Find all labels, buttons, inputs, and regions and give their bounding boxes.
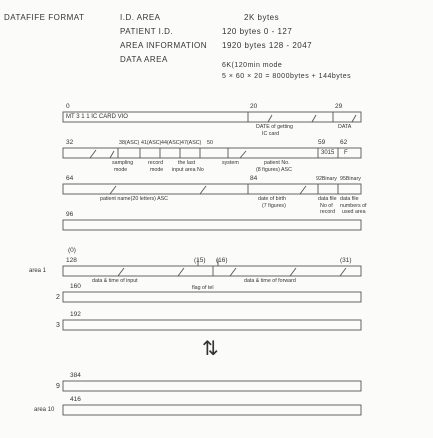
offset-label: 41(ASC) — [141, 140, 162, 146]
equivalence-icon: ⇅ — [202, 336, 219, 360]
header-row-label: PATIENT I.D. — [120, 27, 174, 36]
offset-label: 38(ASC) — [119, 140, 140, 146]
area-index-label: (31) — [340, 257, 352, 264]
field-label: used area — [342, 209, 366, 215]
offset-label: 84 — [250, 175, 258, 182]
header-row-value: 120 bytes 0 - 127 — [222, 27, 293, 36]
field-label: data & time of input — [92, 278, 138, 284]
page-title: DATAFIFE FORMAT — [4, 13, 85, 22]
field-label: flag of tel — [192, 285, 214, 291]
id-block-2 — [63, 148, 361, 158]
offset-label: 50 — [207, 140, 213, 146]
header-row-label: I.D. AREA — [120, 13, 161, 22]
data-area-mode: 6K(120min mode — [222, 62, 283, 69]
header-row-value: 2K bytes — [244, 13, 280, 22]
id-block-1-content: MT 3 1 1 IC CARD VIO — [66, 114, 128, 120]
area-index-label: (15) — [194, 257, 206, 264]
offset-label: 192 — [70, 311, 81, 318]
field-label: data file — [340, 196, 359, 202]
field-label: sampling — [112, 160, 134, 166]
offset-label: 29 — [335, 103, 343, 110]
offset-label: 96 — [66, 211, 74, 218]
area-index-label: (0) — [68, 247, 76, 254]
field-label: numbers of — [340, 203, 367, 209]
offset-label: 47(ASC) — [181, 140, 202, 146]
field-label: data & time of forward — [244, 278, 296, 284]
field-label: mode — [150, 167, 164, 173]
offset-label: 62 — [340, 139, 348, 146]
field-label: data file — [318, 196, 337, 202]
field-label: DATA — [338, 124, 352, 130]
field-label: patient name(20 letters) ASC — [100, 196, 169, 202]
field-label: No of — [320, 203, 333, 209]
offset-label: 384 — [70, 372, 81, 379]
field-label: patient No. — [264, 160, 290, 166]
header-row-value: 1920 bytes 128 - 2047 — [222, 41, 313, 50]
area-3-box — [63, 320, 361, 330]
header-row-label: DATA AREA — [120, 55, 168, 64]
field-label: record — [320, 209, 336, 215]
area-2-box — [63, 292, 361, 302]
field-label: IC card — [262, 131, 280, 137]
id-block-4 — [63, 220, 361, 230]
id-block-2-cell: F — [344, 150, 348, 156]
area-label: area 1 — [29, 268, 47, 274]
field-label: DATE of getting — [256, 124, 293, 130]
offset-label: 32 — [66, 139, 74, 146]
offset-label: 44(ASC) — [161, 140, 182, 146]
area-label: 3 — [56, 322, 60, 329]
field-label: system — [222, 160, 239, 166]
offset-label: 59 — [318, 139, 326, 146]
id-block-3 — [63, 184, 361, 194]
data-area-size: 5 × 60 × 20 = 8000bytes + 144bytes — [222, 73, 352, 80]
id-block-2-cell: 3015 — [321, 150, 335, 156]
offset-label: 160 — [70, 283, 81, 290]
header-row-label: AREA INFORMATION — [120, 41, 207, 50]
field-label: (7 figures) — [262, 203, 286, 209]
offset-label: 92Binary — [316, 176, 337, 182]
field-label: (8 figures) ASC — [256, 167, 292, 173]
area-label: area 10 — [34, 407, 55, 413]
field-label: the last — [178, 160, 196, 166]
area-label: 9 — [56, 383, 60, 390]
field-label: record — [148, 160, 164, 166]
offset-label: 95Binary — [340, 176, 361, 182]
area-label: 2 — [56, 294, 60, 301]
area-10-box — [63, 405, 361, 415]
area-1-box — [63, 266, 361, 276]
field-label: date of birth — [258, 196, 286, 202]
area-9-box — [63, 381, 361, 391]
offset-label: 416 — [70, 396, 81, 403]
offset-label: 20 — [250, 103, 258, 110]
offset-label: 64 — [66, 175, 74, 182]
area-index-label: (16) — [216, 257, 228, 264]
field-label: input area No — [172, 167, 204, 173]
offset-label: 128 — [66, 257, 77, 264]
field-label: mode — [114, 167, 128, 173]
offset-label: 0 — [66, 103, 70, 110]
